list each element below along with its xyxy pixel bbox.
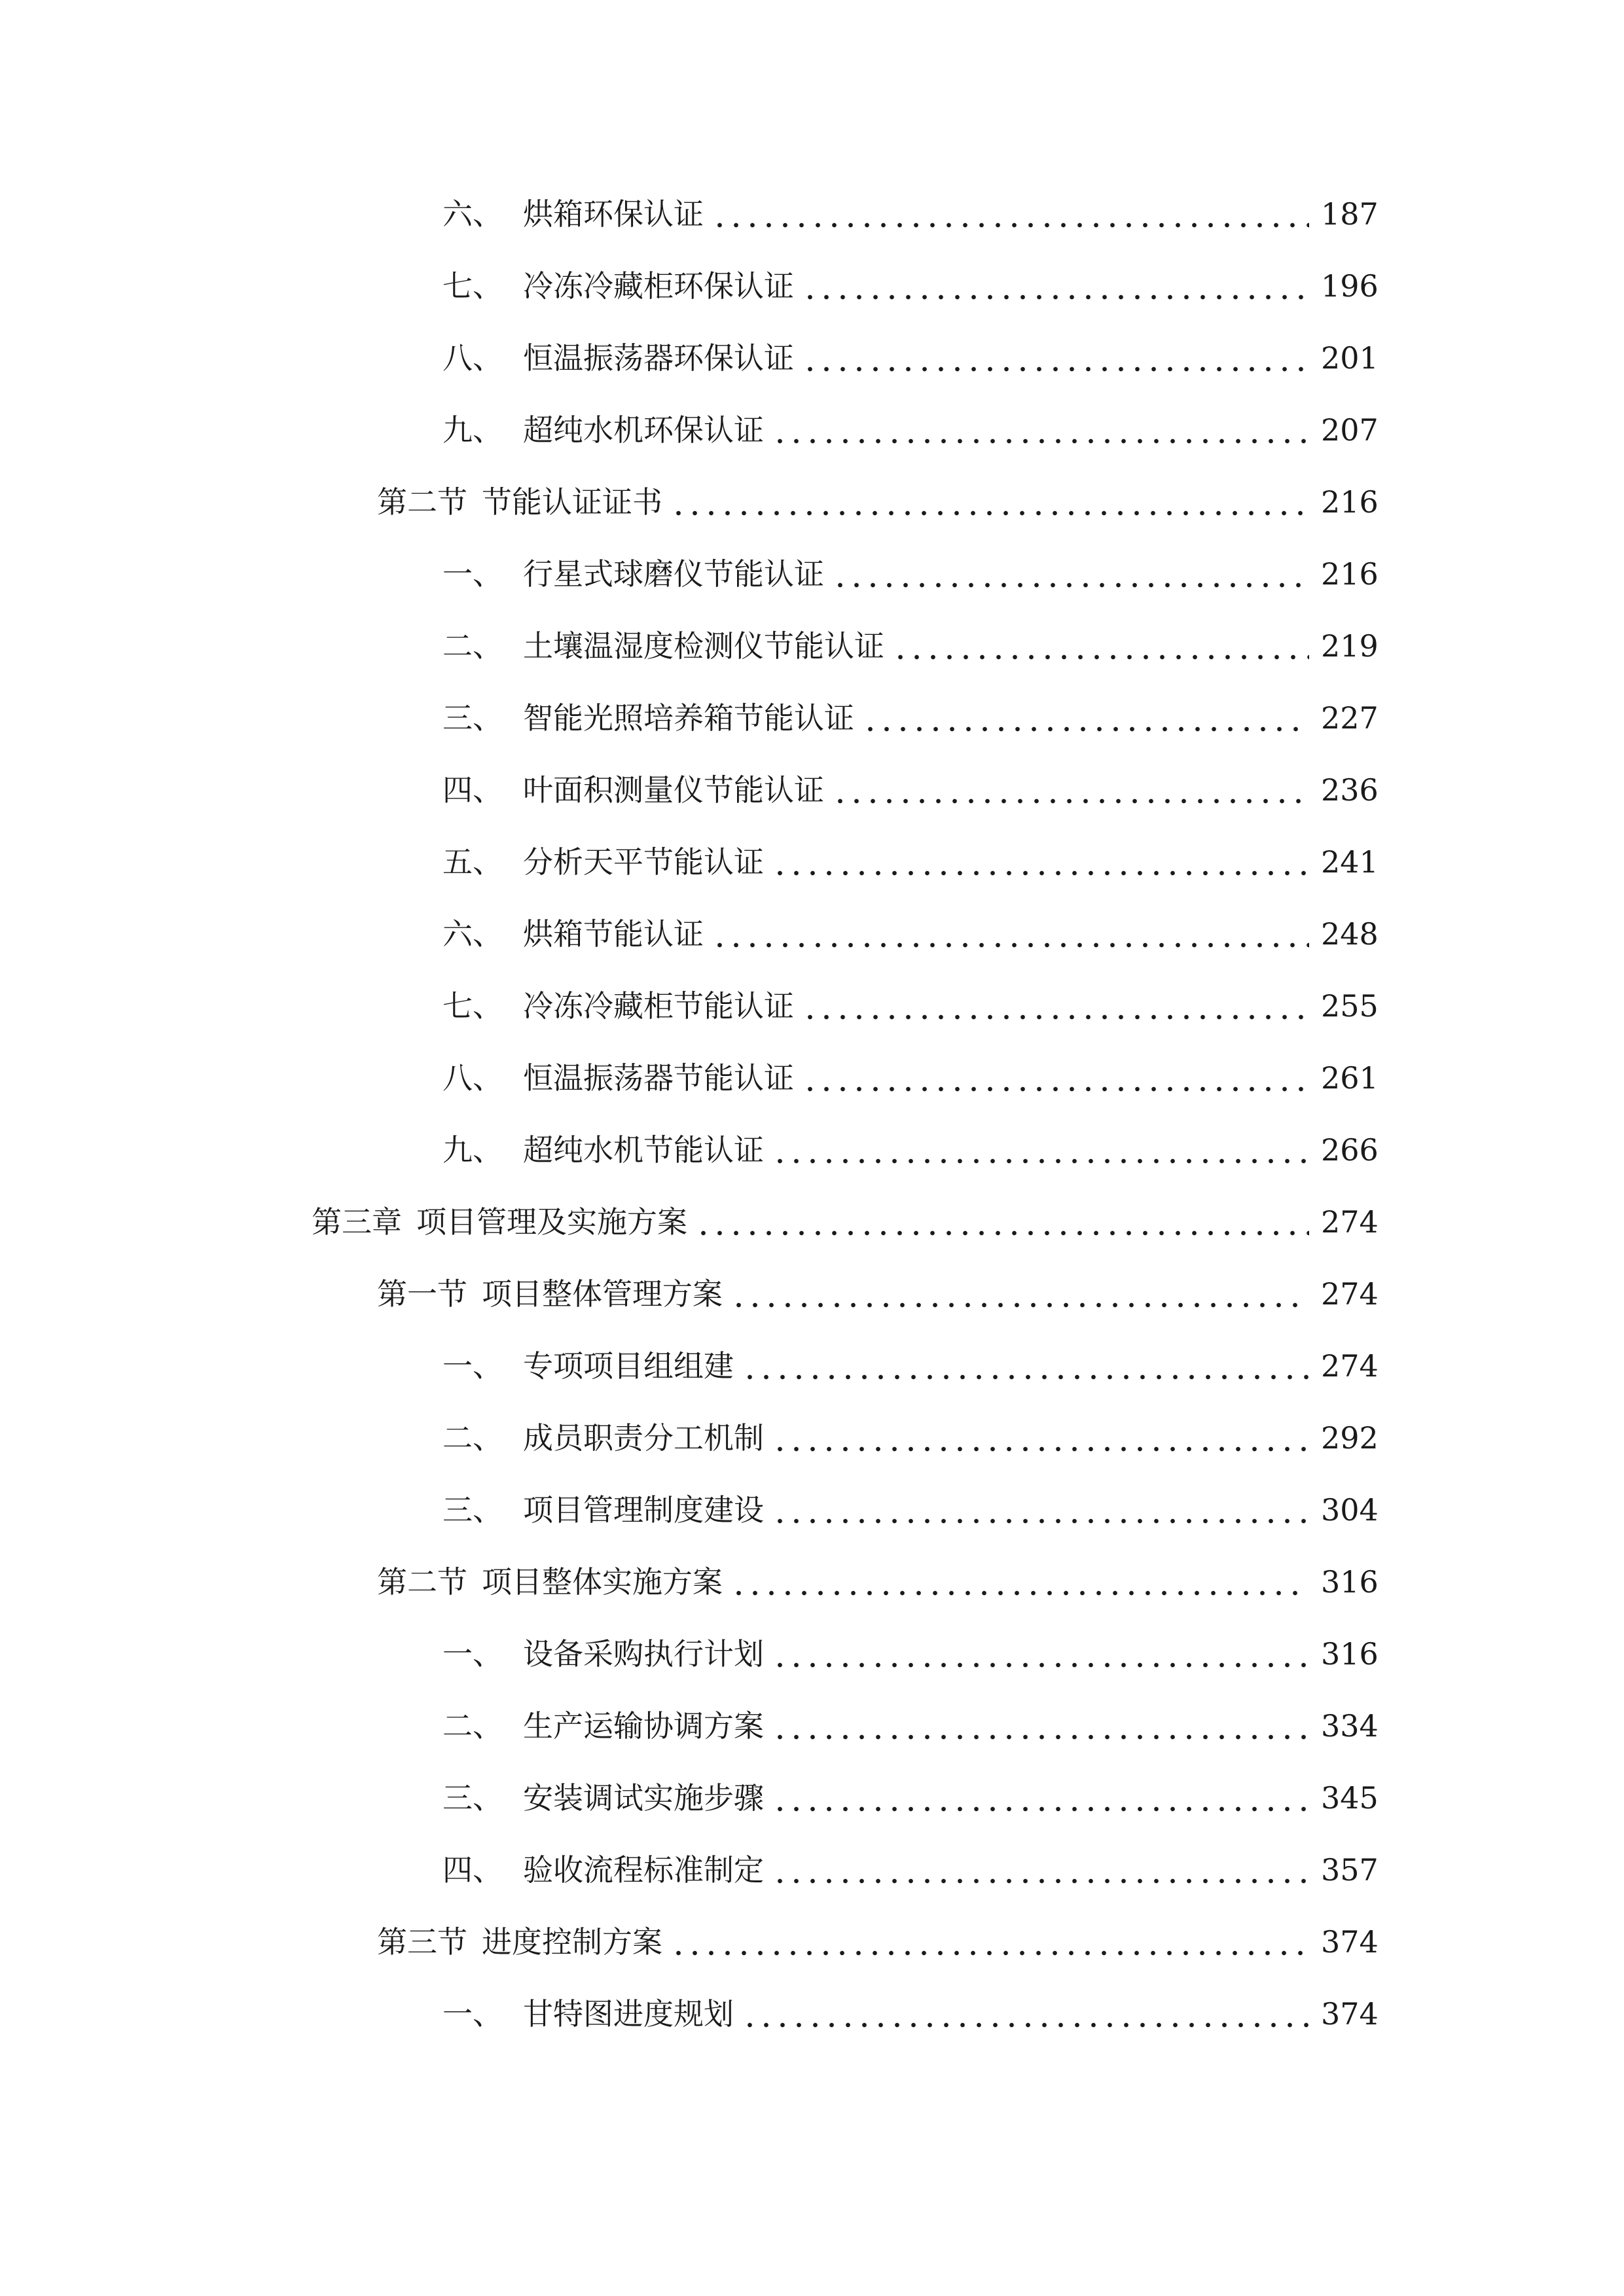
toc-entry-number: 一、 bbox=[442, 1348, 503, 1384]
toc-entry-page-number: 334 bbox=[1321, 1708, 1379, 1744]
toc-entry-title: 设备采购执行计划 bbox=[523, 1636, 764, 1672]
dot-leader bbox=[802, 1063, 1309, 1093]
toc-entry[interactable] bbox=[0, 682, 1624, 754]
toc-entry-title: 烘箱环保认证 bbox=[523, 196, 704, 232]
toc-entry[interactable] bbox=[0, 826, 1624, 898]
toc-entry[interactable] bbox=[0, 1690, 1624, 1762]
dot-leader bbox=[802, 271, 1309, 301]
toc-entry-page-number: 316 bbox=[1321, 1636, 1379, 1672]
toc-entry-title: 生产运输协调方案 bbox=[523, 1708, 764, 1744]
toc-entry-title: 分析天平节能认证 bbox=[523, 844, 764, 880]
toc-entry[interactable] bbox=[0, 1114, 1624, 1186]
dot-leader bbox=[772, 1711, 1309, 1741]
toc-entry-page-number: 187 bbox=[1321, 196, 1379, 232]
toc-entry-number: 五、 bbox=[442, 844, 503, 880]
toc-entry-number: 四、 bbox=[442, 772, 503, 808]
toc-entry-page-number: 274 bbox=[1321, 1276, 1379, 1312]
toc-entry-page-number: 357 bbox=[1321, 1852, 1379, 1888]
dot-leader bbox=[670, 487, 1309, 517]
toc-entry[interactable] bbox=[0, 1042, 1624, 1114]
toc-entry-page-number: 345 bbox=[1321, 1780, 1379, 1816]
toc-entry-title: 成员职责分工机制 bbox=[523, 1420, 764, 1456]
dot-leader bbox=[772, 847, 1309, 877]
toc-entry-number: 九、 bbox=[442, 1132, 503, 1168]
toc-entry-number: 一、 bbox=[442, 556, 503, 592]
toc-entry-page-number: 216 bbox=[1321, 556, 1379, 592]
toc-entry-title: 验收流程标准制定 bbox=[523, 1852, 764, 1888]
toc-entry-page-number: 304 bbox=[1321, 1492, 1379, 1528]
toc-entry-title: 恒温振荡器节能认证 bbox=[523, 1060, 794, 1096]
toc-entry-number: 三、 bbox=[442, 1492, 503, 1528]
toc-entry-title: 恒温振荡器环保认证 bbox=[523, 340, 794, 376]
toc-entry-title: 超纯水机环保认证 bbox=[523, 412, 764, 448]
toc-entry-page-number: 219 bbox=[1321, 628, 1379, 664]
toc-entry-page-number: 374 bbox=[1321, 1924, 1379, 1960]
toc-entry-number: 第二节 bbox=[377, 484, 467, 520]
dot-leader bbox=[731, 1567, 1309, 1597]
toc-entry[interactable] bbox=[0, 1762, 1624, 1834]
toc-entry-title: 专项项目组组建 bbox=[523, 1348, 734, 1384]
dot-leader bbox=[772, 1495, 1309, 1525]
toc-entry-page-number: 266 bbox=[1321, 1132, 1379, 1168]
toc-entry-number: 第二节 bbox=[377, 1564, 467, 1600]
toc-entry-title: 项目管理制度建设 bbox=[523, 1492, 764, 1528]
dot-leader bbox=[731, 1279, 1309, 1309]
toc-entry-title: 安装调试实施步骤 bbox=[523, 1780, 764, 1816]
toc-entry-page-number: 255 bbox=[1321, 988, 1379, 1024]
toc-entry[interactable] bbox=[0, 970, 1624, 1042]
toc-entry-title: 进度控制方案 bbox=[482, 1924, 662, 1960]
toc-entry-title: 甘特图进度规划 bbox=[523, 1996, 734, 2032]
toc-entry[interactable] bbox=[0, 1474, 1624, 1546]
dot-leader bbox=[802, 991, 1309, 1021]
toc-entry-number: 一、 bbox=[442, 1636, 503, 1672]
toc-entry[interactable] bbox=[0, 322, 1624, 394]
toc-entry[interactable] bbox=[0, 610, 1624, 682]
dot-leader bbox=[892, 631, 1309, 661]
toc-entry[interactable] bbox=[0, 1906, 1624, 1978]
dot-leader bbox=[862, 703, 1309, 733]
toc-entry-number: 二、 bbox=[442, 1708, 503, 1744]
toc-entry[interactable] bbox=[0, 538, 1624, 610]
toc-entry-title: 超纯水机节能认证 bbox=[523, 1132, 764, 1168]
dot-leader bbox=[772, 1855, 1309, 1885]
toc-entry-page-number: 374 bbox=[1321, 1996, 1379, 2032]
dot-leader bbox=[695, 1207, 1309, 1237]
toc-entry-number: 九、 bbox=[442, 412, 503, 448]
dot-leader bbox=[772, 1135, 1309, 1165]
toc-entry-number: 三、 bbox=[442, 700, 503, 736]
toc-entry-number: 三、 bbox=[442, 1780, 503, 1816]
toc-entry[interactable] bbox=[0, 1618, 1624, 1690]
dot-leader bbox=[742, 1999, 1309, 2029]
dot-leader bbox=[772, 1423, 1309, 1453]
toc-entry-number: 第一节 bbox=[377, 1276, 467, 1312]
toc-entry-title: 烘箱节能认证 bbox=[523, 916, 704, 952]
toc-entry-number: 第三章 bbox=[312, 1204, 402, 1240]
toc-entry-title: 节能认证证书 bbox=[482, 484, 662, 520]
toc-entry-number: 四、 bbox=[442, 1852, 503, 1888]
dot-leader bbox=[802, 343, 1309, 373]
dot-leader bbox=[772, 1783, 1309, 1813]
toc-entry-title: 行星式球磨仪节能认证 bbox=[523, 556, 824, 592]
dot-leader bbox=[742, 1351, 1309, 1381]
toc-entry-title: 项目管理及实施方案 bbox=[416, 1204, 687, 1240]
toc-entry-page-number: 274 bbox=[1321, 1348, 1379, 1384]
toc-entry[interactable] bbox=[0, 178, 1624, 250]
toc-entry[interactable] bbox=[0, 1330, 1624, 1402]
dot-leader bbox=[712, 919, 1309, 949]
dot-leader bbox=[832, 559, 1309, 589]
toc-entry[interactable] bbox=[0, 1186, 1624, 1258]
toc-entry-number: 七、 bbox=[442, 988, 503, 1024]
toc-entry[interactable] bbox=[0, 1978, 1624, 2050]
toc-entry-number: 二、 bbox=[442, 1420, 503, 1456]
toc-entry[interactable] bbox=[0, 754, 1624, 826]
table-of-contents bbox=[0, 178, 1624, 2050]
toc-entry-title: 项目整体实施方案 bbox=[482, 1564, 723, 1600]
toc-entry-title: 项目整体管理方案 bbox=[482, 1276, 723, 1312]
toc-entry-page-number: 274 bbox=[1321, 1204, 1379, 1240]
dot-leader bbox=[712, 199, 1309, 229]
toc-entry[interactable] bbox=[0, 1546, 1624, 1618]
toc-entry-page-number: 236 bbox=[1321, 772, 1379, 808]
dot-leader bbox=[670, 1927, 1309, 1957]
toc-entry-number: 二、 bbox=[442, 628, 503, 664]
toc-entry-page-number: 227 bbox=[1321, 700, 1379, 736]
dot-leader bbox=[832, 775, 1309, 805]
toc-entry-number: 八、 bbox=[442, 1060, 503, 1096]
toc-entry-page-number: 216 bbox=[1321, 484, 1379, 520]
toc-entry-number: 一、 bbox=[442, 1996, 503, 2032]
toc-entry[interactable] bbox=[0, 1258, 1624, 1330]
toc-entry[interactable] bbox=[0, 1834, 1624, 1906]
toc-entry-page-number: 292 bbox=[1321, 1420, 1379, 1456]
toc-entry[interactable] bbox=[0, 250, 1624, 322]
toc-entry[interactable] bbox=[0, 898, 1624, 970]
toc-entry-page-number: 261 bbox=[1321, 1060, 1379, 1096]
toc-entry-page-number: 196 bbox=[1321, 268, 1379, 304]
toc-entry-page-number: 316 bbox=[1321, 1564, 1379, 1600]
toc-entry-title: 智能光照培养箱节能认证 bbox=[523, 700, 854, 736]
toc-entry-number: 第三节 bbox=[377, 1924, 467, 1960]
toc-entry-title: 叶面积测量仪节能认证 bbox=[523, 772, 824, 808]
toc-entry-number: 八、 bbox=[442, 340, 503, 376]
toc-entry[interactable] bbox=[0, 466, 1624, 538]
toc-entry[interactable] bbox=[0, 394, 1624, 466]
toc-entry-page-number: 241 bbox=[1321, 844, 1379, 880]
toc-entry-page-number: 201 bbox=[1321, 340, 1379, 376]
toc-entry-number: 七、 bbox=[442, 268, 503, 304]
dot-leader bbox=[772, 415, 1309, 445]
toc-entry-number: 六、 bbox=[442, 916, 503, 952]
toc-entry[interactable] bbox=[0, 1402, 1624, 1474]
toc-entry-page-number: 248 bbox=[1321, 916, 1379, 952]
toc-entry-page-number: 207 bbox=[1321, 412, 1379, 448]
toc-entry-title: 土壤温湿度检测仪节能认证 bbox=[523, 628, 884, 664]
toc-entry-title: 冷冻冷藏柜环保认证 bbox=[523, 268, 794, 304]
toc-entry-number: 六、 bbox=[442, 196, 503, 232]
toc-entry-title: 冷冻冷藏柜节能认证 bbox=[523, 988, 794, 1024]
dot-leader bbox=[772, 1639, 1309, 1669]
